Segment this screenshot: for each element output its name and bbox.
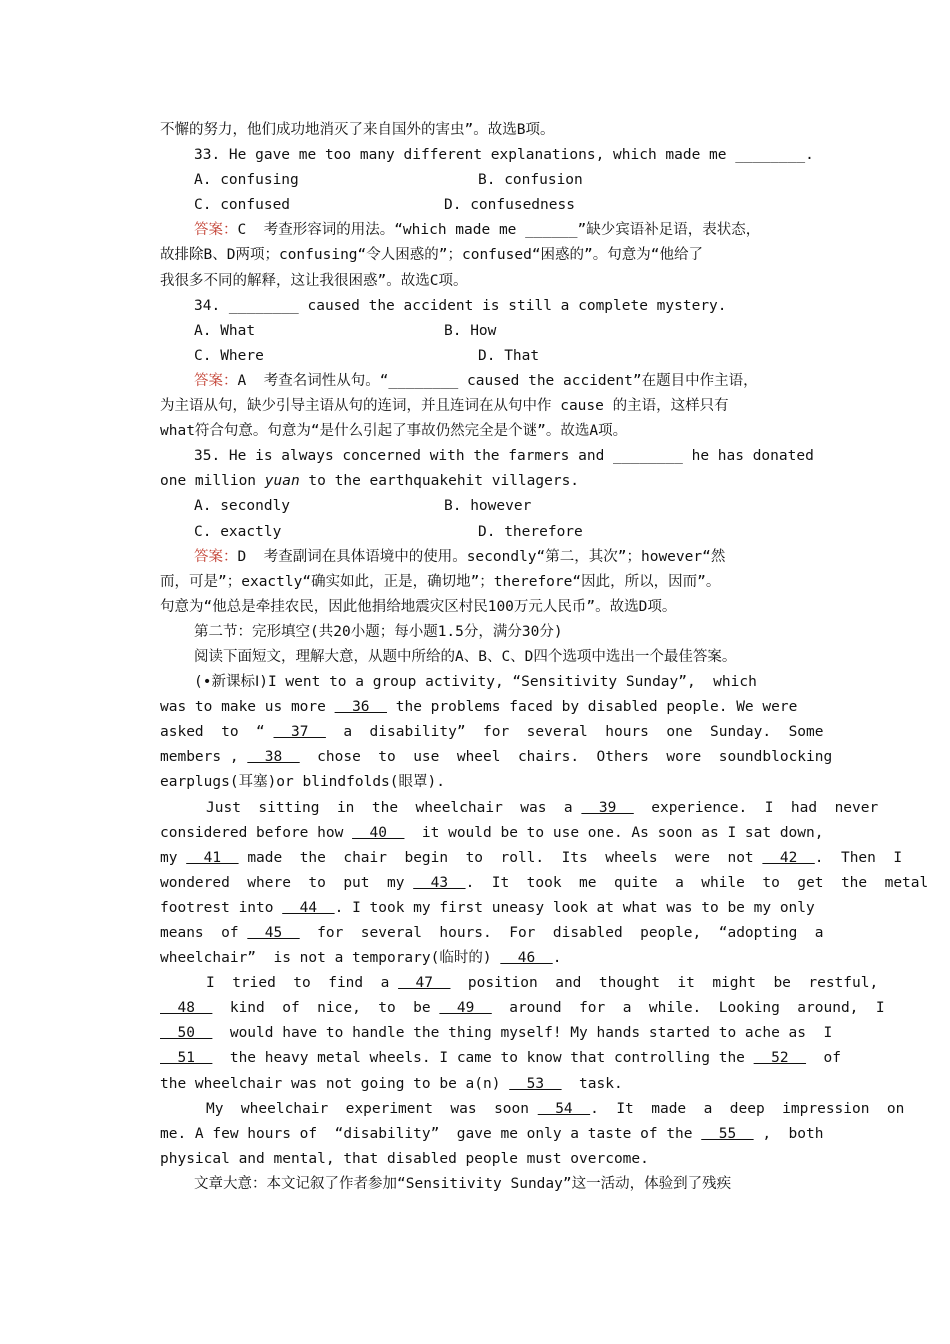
answer-label: 答案： [194,222,238,239]
option-a: A. secondly [194,498,291,515]
answer-35-line3: 句意为“他总是牵挂农民，因此他捐给地震灾区村民100万元人民币”。故选D项。 [160,598,677,615]
question-35-options-ab [160,494,810,519]
passage-line: physical and mental, that disabled people must overcome. [160,1150,649,1167]
passage-line: was to make us more 36 the problems faced by disabled people. We were [160,699,798,716]
blank-39: 39 [581,799,634,816]
blank-36: 36 [334,699,387,716]
passage-line: 51 the heavy metal wheels. I came to know that controlling the 52 of [160,1050,841,1067]
answer-33-line3: 我很多不同的解释，这让我很困惑”。故选C项。 [160,272,468,289]
blank-42: 42 [762,849,815,866]
answer-33-line2: 故排除B、D两项；confusing“令人困惑的”；confused“困惑的”。句意为“他给了 [160,247,704,264]
blank-52: 52 [753,1050,807,1067]
blank-47: 47 [398,975,451,992]
section-instruction: 阅读下面短文，理解大意，从题中所给的A、B、C、D四个选项中选出一个最佳答案。 [194,648,737,665]
option-d: D. That [478,347,540,364]
answer-35-line1: 答案：D 考查副词在具体语境中的使用。secondly“第二，其次”；however“然 [194,548,726,565]
blank-54: 54 [537,1100,591,1117]
question-35-stem-cont: one million yuan to the earthquakehit villagers. [160,473,580,490]
passage-line: me. A few hours of “disability” gave me only a taste of the 55 , both [160,1125,824,1142]
blank-45: 45 [247,925,300,941]
blank-49: 49 [439,1000,492,1017]
question-33-stem: 33. He gave me too many different explanations, which made me ________. [194,147,814,164]
passage-line: I tried to find a 47 position and thought it might be restful, [206,975,879,992]
answer-33-line1: 答案：C 考查形容词的用法。“which made me ______”缺少宾语补足语，表状态， [194,222,761,239]
blank-55: 55 [701,1125,754,1142]
passage-line: footrest into 44 . I took my first uneasy look at what was to be my only [160,899,815,916]
blank-48: 48 [160,1000,213,1017]
blank-53: 53 [509,1075,562,1092]
blank-44: 44 [282,899,335,916]
section-heading: 第二节：完形填空(共20小题；每小题1.5分，满分30分) [194,623,563,640]
document-page [160,118,929,1197]
passage-line: 50 would have to handle the thing myself! My hands started to ache as I [160,1025,833,1042]
option-c: C. exactly [194,523,282,540]
answer-label: 答案： [194,372,238,389]
question-35-options-cd [160,520,810,545]
answer-35-line2: 而，可是”；exactly“确实如此，正是，确切地”；therefore“因此，所以，因而”。 [160,573,721,590]
option-b: B. How [444,322,497,339]
passage-line: the wheelchair was not going to be a(n) 53 task. [160,1075,623,1092]
option-d: D. therefore [478,523,583,540]
passage-line: 48 kind of nice, to be 49 around for a while. Looking around, I [160,1000,885,1017]
passage-line: (•新课标Ⅰ)I went to a group activity, “Sensitivity Sunday”, which [194,674,757,691]
blank-43: 43 [413,874,466,891]
blank-46: 46 [500,950,553,967]
option-c: C. Where [194,347,264,364]
option-a: A. What [194,322,256,339]
blank-51: 51 [160,1050,213,1067]
option-a: A. confusing [194,172,299,189]
answer-34-line3: what符合句意。句意为“是什么引起了事故仍然完全是个谜”。故选A项。 [160,423,628,440]
option-b: B. confusion [478,172,583,189]
answer-label: 答案： [194,548,238,565]
blank-37: 37 [273,724,326,741]
text-line: 不懈的努力，他们成功地消灭了来自国外的害虫”。故选B项。 [160,122,555,138]
passage-line: wondered where to put my 43 . It took me quite a while to get the metal [160,874,929,891]
question-34-stem: 34. ________ caused the accident is still a complete mystery. [194,297,727,314]
blank-38: 38 [247,749,300,766]
answer-34-line2: 为主语从句，缺少引导主语从句的连词，并且连词在从句中作 cause 的主语，这样只有 [160,398,729,415]
blank-40: 40 [352,824,405,841]
question-34-options-cd [160,344,810,369]
answer-34-line1: 答案：A 考查名词性从句。“________ caused the accident”在题目中作主语， [194,372,758,389]
question-34-options-ab [160,319,810,344]
question-35-stem: 35. He is always concerned with the farmers and ________ he has donated [194,448,814,465]
question-33-options-cd [160,193,810,218]
passage-summary: 文章大意：本文记叙了作者参加“Sensitivity Sunday”这一活动，体验到了残疾 [194,1175,732,1192]
option-c: C. confused [194,197,291,214]
option-d: D. confusedness [444,197,575,214]
option-b: B. however [444,498,532,515]
passage-line: My wheelchair experiment was soon 54 . It made a deep impression on [206,1100,905,1117]
passage-line: my 41 made the chair begin to roll. Its wheels were not 42 . Then I [160,849,903,866]
passage-line: asked to “ 37 a disability” for several hours one Sunday. Some [160,724,824,741]
passage-line: means of 45 for several hours. For disabled people, “adopting a [160,925,824,941]
question-33-options-ab [160,168,810,193]
passage-line: members , 38 chose to use wheel chairs. Others wore soundblocking [160,749,833,766]
passage-line: earplugs(耳塞)or blindfolds(眼罩). [160,774,445,791]
passage-line: Just sitting in the wheelchair was a 39 experience. I had never [206,799,879,816]
passage-line: considered before how 40 it would be to use one. As soon as I sat down, [160,824,824,841]
passage-line: wheelchair” is not a temporary(临时的) 46 . [160,950,562,967]
blank-41: 41 [186,849,239,866]
blank-50: 50 [160,1025,213,1042]
